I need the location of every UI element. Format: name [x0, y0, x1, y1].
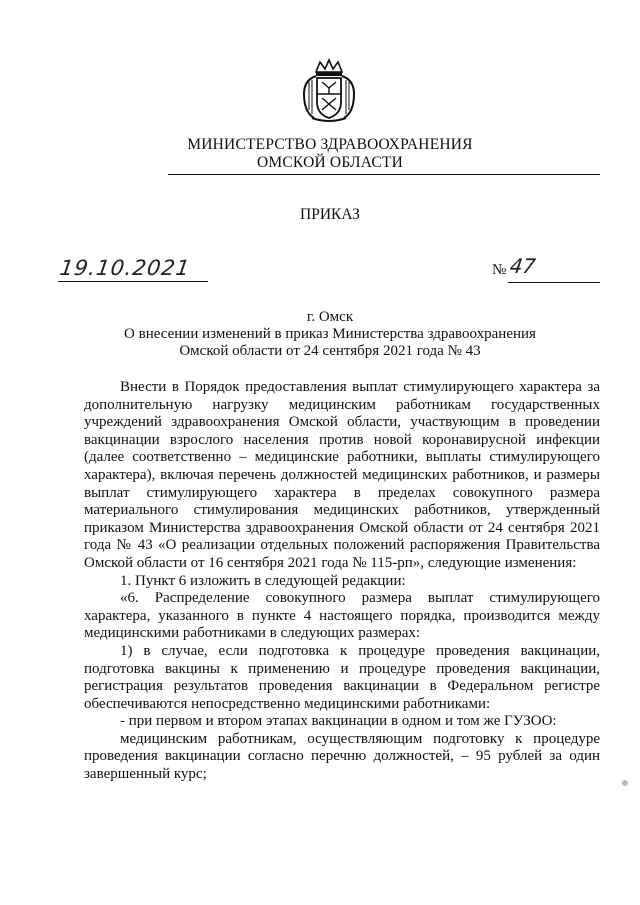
ministry-name	[170, 136, 490, 172]
document-number: 47	[508, 254, 538, 278]
body-paragraph: 1) в случае, если подготовка к процедуре проведения вакцинации, подготовка вакцины к применению и процедуре проведения вакцинации, регистрация результатов проведения вакцинации в Федеральном регистре обеспечиваются непосредственно медицинскими работниками:	[84, 642, 600, 712]
subject-line1: О внесении изменений в приказ Министерства здравоохранения	[124, 326, 536, 342]
number-underline	[508, 282, 600, 283]
document-date: 19.10.2021	[58, 256, 192, 280]
omsk-coat-of-arms-icon	[300, 58, 358, 124]
header-divider	[168, 174, 600, 175]
ministry-name-line2: ОМСКОЙ ОБЛАСТИ	[257, 154, 403, 171]
subject-line2: Омской области от 24 сентября 2021 года № 43	[179, 343, 481, 359]
body-paragraph: 1. Пункт 6 изложить в следующей редакции:	[120, 572, 406, 589]
document-subject	[120, 326, 540, 360]
number-label: №	[492, 262, 507, 278]
body-paragraph: «6. Распределение совокупного размера выплат стимулирующего характера, указанного в пункте 4 настоящего порядка, производится между медицинскими работниками в следующих размерах:	[84, 590, 600, 642]
document-body	[84, 379, 600, 784]
scan-artifact	[622, 780, 628, 786]
body-paragraph: медицинским работникам, осуществляющим подготовку к процедуре проведения вакцинации согласно перечню должностей, – 95 рублей за один завершенный курс;	[84, 730, 600, 783]
body-paragraph: Внести в Порядок предоставления выплат стимулирующего характера за дополнительную нагрузку медицинским работникам государственных учреждений здравоохранения Омской области, участвующим в проведении вакцинации взрослого населения против новой коронавирусной инфекции (далее соответственно – медицинские работники, выплаты стимулирующего характера), включая перечень должностей медицинских работников, и размеры выплат стимулирующего характера в пределах совокупного размера материального стимулирования медицинских работников, утвержденный приказом Министерства здравоохранения Омской области от 24 сентября 2021 года № 43 «О реализации отдельных положений распоряжения Правительства Омской области от 16 сентября 2021 года № 115-рп», следующие изменения:	[84, 379, 600, 571]
document-type: ПРИКАЗ	[300, 206, 360, 223]
ministry-name-line1: МИНИСТЕРСТВО ЗДРАВООХРАНЕНИЯ	[187, 136, 473, 153]
date-underline	[58, 281, 208, 282]
city: г. Омск	[306, 309, 354, 325]
body-paragraph: - при первом и втором этапах вакцинации в одном и том же ГУЗОО:	[120, 713, 557, 730]
